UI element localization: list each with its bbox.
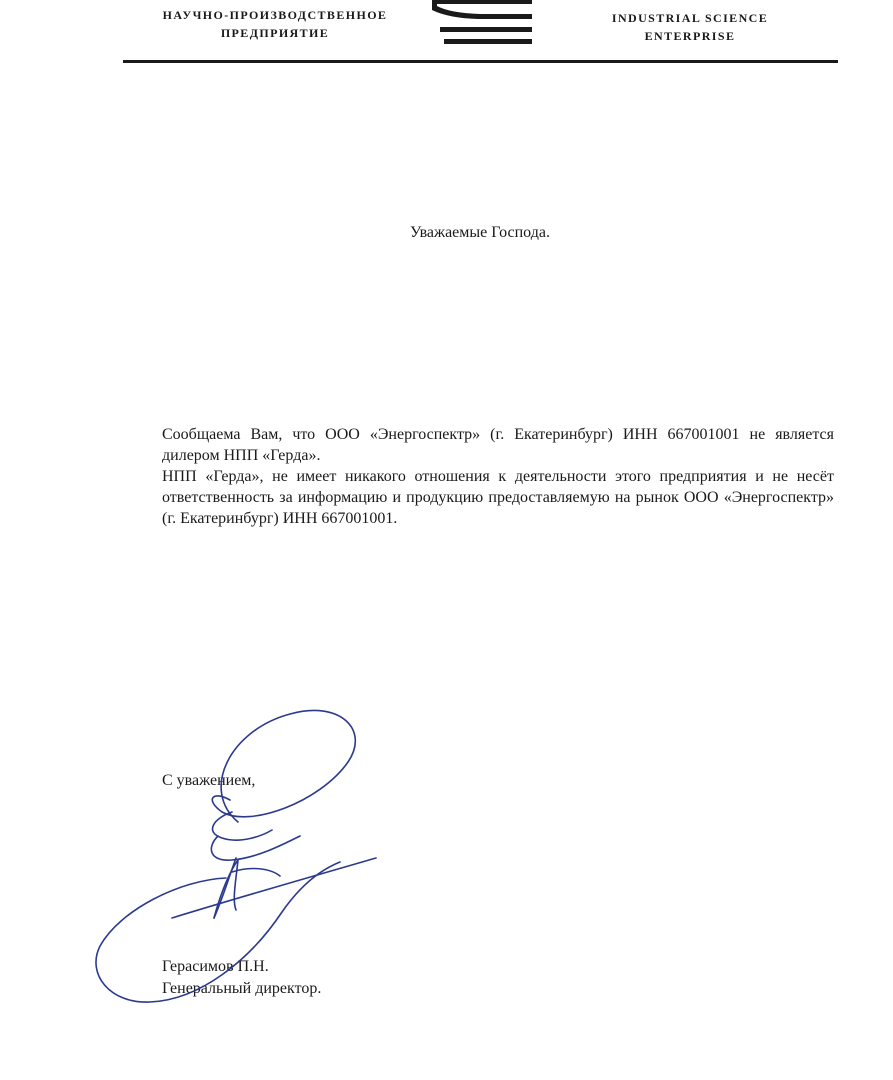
signer-name: Герасимов П.Н. xyxy=(162,958,269,975)
closing-phrase: С уважением, xyxy=(162,772,256,789)
header-divider xyxy=(123,60,838,63)
signer-title: Генеральный директор. xyxy=(162,980,322,997)
body-paragraph-2: НПП «Герда», не имеет никакого отношения к деятельности этого предприятия и не несёт ответственность за информацию и продукцию предоставляемую на рынок ООО «Энергоспектр» (г. Екатеринбург) ИНН 667001001. xyxy=(162,468,834,527)
company-logo xyxy=(428,0,538,48)
letterhead-russian xyxy=(140,6,410,42)
letterhead-ru-line2: ПРЕДПРИЯТИЕ xyxy=(220,26,330,40)
letterhead-en-line1: INDUSTRIAL SCIENCE xyxy=(611,11,769,25)
letterhead-en-line2: ENTERPRISE xyxy=(644,29,736,43)
letter-body xyxy=(162,424,834,529)
salutation: Уважаемые Господа. xyxy=(410,224,550,241)
body-paragraph-1: Сообщаема Вам, что ООО «Энергоспектр» (г. Екатеринбург) ИНН 667001001 не является дилером НПП «Герда». xyxy=(162,426,834,464)
letterhead-english xyxy=(590,9,790,45)
signer-block xyxy=(162,956,321,1000)
letterhead-ru-line1: НАУЧНО-ПРОИЗВОДСТВЕННОЕ xyxy=(162,8,388,22)
